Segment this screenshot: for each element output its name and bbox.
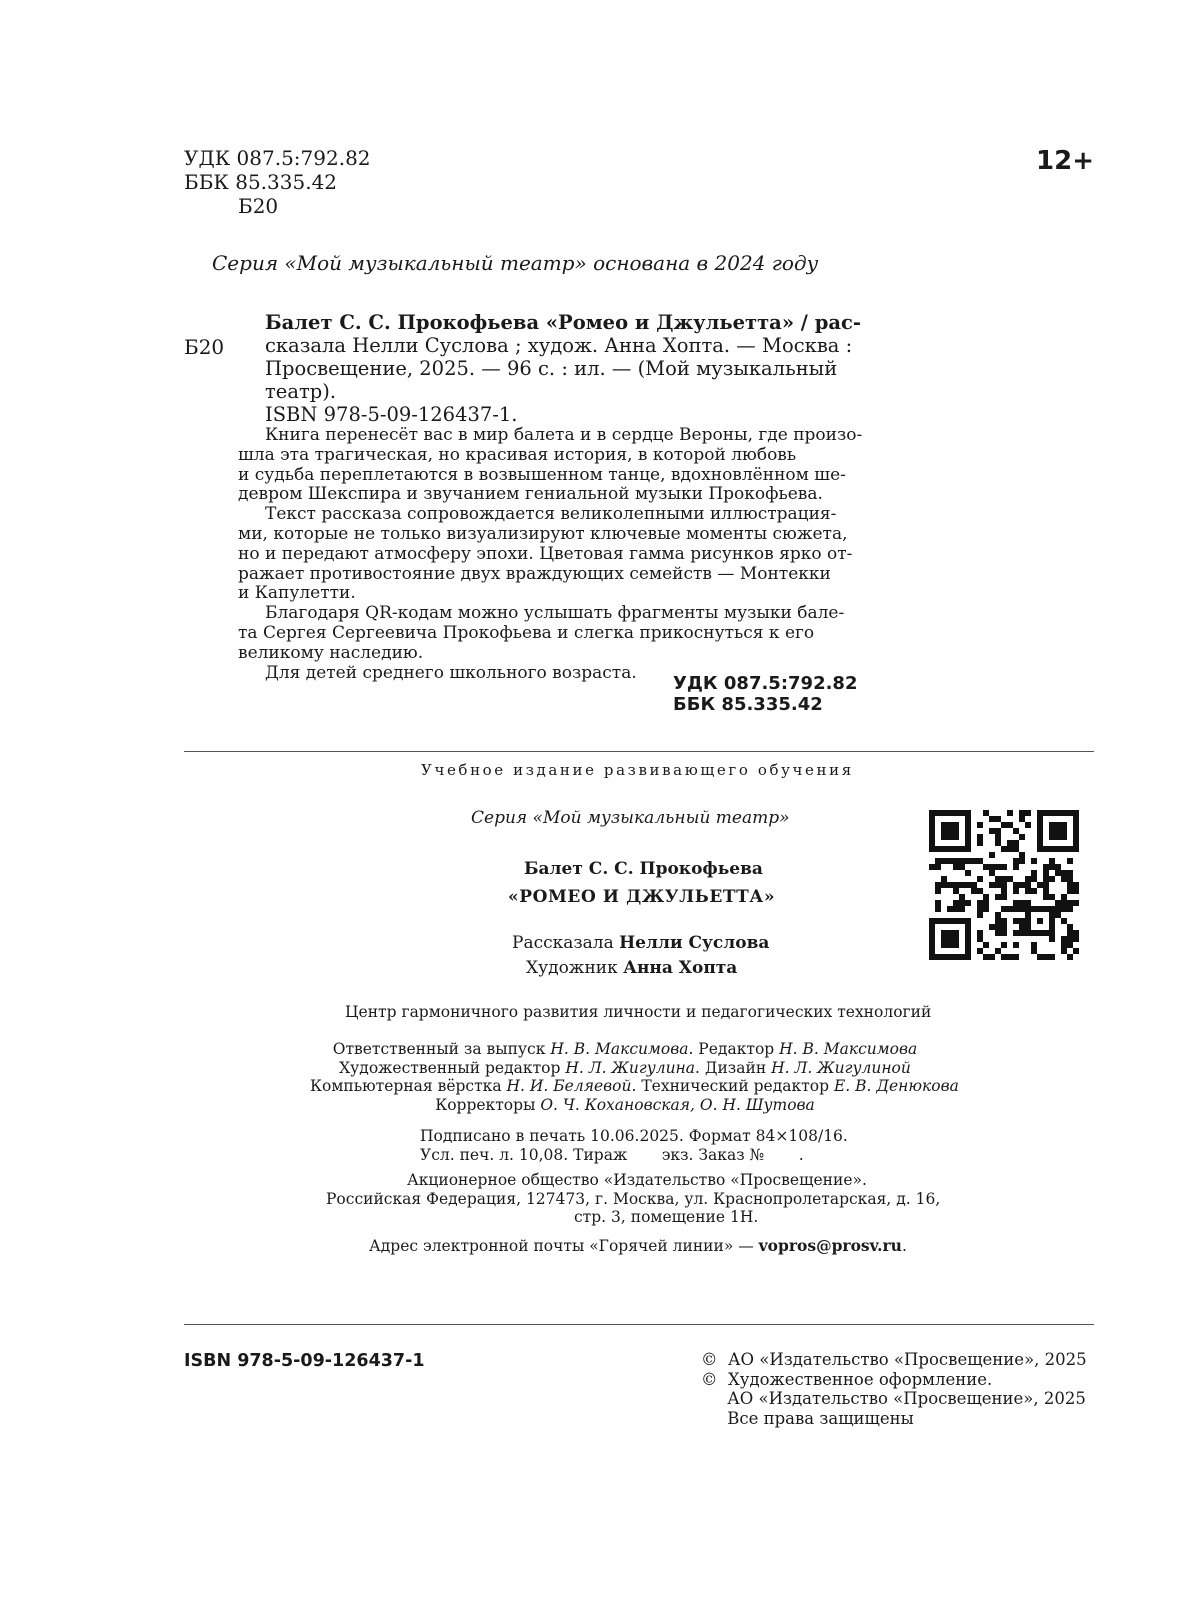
annotation xyxy=(238,425,863,683)
annotation-line: ражает противостояние двух враждующих семейств — Монтекки xyxy=(238,563,831,584)
credit-person: Н. В. Максимова xyxy=(550,1040,689,1058)
editorial-center: Центр гармоничного развития личности и педагогических технологий xyxy=(345,1003,932,1021)
print-line: Усл. печ. л. 10,08. Тираж экз. Заказ № . xyxy=(420,1145,804,1164)
credit-line xyxy=(310,1040,940,1059)
publisher-address xyxy=(326,1171,940,1227)
credit-role: . Технический редактор xyxy=(631,1077,834,1096)
copyright-line: Все права защищены xyxy=(701,1408,914,1428)
artist-label: Художник xyxy=(526,958,618,978)
artist-credit xyxy=(526,958,737,978)
divider xyxy=(184,751,1094,752)
annotation-line: девром Шекспира и звучанием гениальной музыки Прокофьева. xyxy=(238,484,823,505)
email-link[interactable]: vopros@prosv.ru xyxy=(758,1236,902,1255)
credit-role: Ответственный за выпуск xyxy=(332,1040,551,1058)
top-classification-codes xyxy=(184,146,371,218)
credit-person: Н. Л. Жигулина xyxy=(565,1058,696,1077)
book-title-line2: «РОМЕО И ДЖУЛЬЕТТА» xyxy=(508,887,776,907)
annotation-line: Для детей среднего школьного возраста. xyxy=(265,662,637,683)
bib-isbn: ISBN 978-5-09-126437-1. xyxy=(265,403,518,426)
bib-line: Просвещение, 2025. — 96 с. : ил. — (Мой музыкальный xyxy=(265,357,838,380)
udk-code: УДК 087.5:792.82 xyxy=(184,146,371,170)
bib-line: театр). xyxy=(265,380,337,403)
author-label: Рассказала xyxy=(512,933,614,953)
book-title-line1: Балет С. С. Прокофьева xyxy=(524,859,763,879)
series-note: Серия «Мой музыкальный театр» основана в 2024 году xyxy=(212,251,819,275)
qr-code[interactable] xyxy=(929,810,1079,960)
print-line: Подписано в печать 10.06.2025. Формат 84×108/16. xyxy=(420,1127,848,1145)
annotation-bbk: ББК 85.335.42 xyxy=(673,694,823,715)
copyright-line: АО «Издательство «Просвещение», 2025 xyxy=(701,1389,1086,1408)
annotation-line: Текст рассказа сопровождается великолепными иллюстрация- xyxy=(265,504,837,525)
annotation-line: шла эта трагическая, но красивая история, в которой любовь xyxy=(238,444,797,465)
annotation-line: и Капулетти. xyxy=(238,583,356,604)
bib-line: Балет С. С. Прокофьева «Ромео и Джульетта» / рас- xyxy=(265,311,861,334)
annotation-line: но и передают атмосферу эпохи. Цветовая гамма рисунков ярко от- xyxy=(238,543,853,564)
credit-person: О. Ч. Кохановская, О. Н. Шутова xyxy=(540,1096,815,1115)
credit-role: Компьютерная вёрстка xyxy=(310,1077,507,1096)
copyright-line: © АО «Издательство «Просвещение», 2025 xyxy=(701,1350,1087,1369)
publisher-line: стр. 3, помещение 1Н. xyxy=(574,1208,759,1227)
age-rating: 12+ xyxy=(1036,146,1094,176)
bibliographic-record xyxy=(265,311,861,403)
email-label: Адрес электронной почты «Горячей линии» — xyxy=(369,1237,759,1255)
credit-role: Корректоры xyxy=(435,1096,541,1115)
credit-person: Н. Л. Жигулиной xyxy=(771,1058,911,1077)
credit-role: . Редактор xyxy=(688,1040,780,1058)
author-name: Нелли Суслова xyxy=(619,933,770,953)
artist-name: Анна Хопта xyxy=(623,958,738,978)
annotation-line: и судьба переплетаются в возвышенном танце, вдохновлённом ше- xyxy=(238,464,846,485)
publisher-line: Российская Федерация, 127473, г. Москва, ул. Краснопролетарская, д. 16, xyxy=(326,1189,941,1208)
publisher-line: Акционерное общество «Издательство «Просвещение». xyxy=(407,1171,867,1189)
credit-role: . Дизайн xyxy=(695,1058,772,1077)
bib-line: сказала Нелли Суслова ; худож. Анна Хопта. — Москва : xyxy=(265,334,853,357)
series-title: Серия «Мой музыкальный театр» xyxy=(471,808,790,828)
bibliographic-code: Б20 xyxy=(184,335,225,359)
staff-credits xyxy=(310,1040,959,1115)
annotation-line: ми, которые не только визуализируют ключевые моменты сюжета, xyxy=(238,523,848,544)
credit-line xyxy=(310,1096,940,1115)
edition-type: Учебное издание развивающего обучения xyxy=(421,761,854,779)
credit-line xyxy=(310,1059,940,1078)
annotation-udk: УДК 087.5:792.82 xyxy=(673,673,858,694)
bbk-code: ББК 85.335.42 xyxy=(184,170,338,194)
credit-person: Н. В. Максимова xyxy=(779,1040,918,1058)
print-details xyxy=(420,1127,848,1164)
isbn: ISBN 978-5-09-126437-1 xyxy=(184,1351,425,1371)
hotline-email xyxy=(369,1236,907,1255)
email-end: . xyxy=(901,1237,907,1255)
credit-role: Художественный редактор xyxy=(339,1058,566,1077)
author-credit xyxy=(512,933,769,953)
divider xyxy=(184,1324,1094,1325)
annotation-line: Книга перенесёт вас в мир балета и в сердце Вероны, где произо- xyxy=(265,425,863,445)
credit-person: Е. В. Денюкова xyxy=(833,1077,959,1096)
credit-line xyxy=(310,1077,959,1096)
annotation-line: Благодаря QR-кодам можно услышать фрагменты музыки бале- xyxy=(265,603,845,624)
author-mark: Б20 xyxy=(238,194,279,218)
annotation-codes xyxy=(673,673,857,715)
copyright xyxy=(701,1350,1087,1428)
annotation-line: та Сергея Сергеевича Прокофьева и слегка прикоснуться к его xyxy=(238,622,815,643)
credit-person: Н. И. Беляевой xyxy=(506,1077,632,1096)
annotation-line: великому наследию. xyxy=(238,642,424,663)
copyright-line: © Художественное оформление. xyxy=(701,1369,993,1389)
